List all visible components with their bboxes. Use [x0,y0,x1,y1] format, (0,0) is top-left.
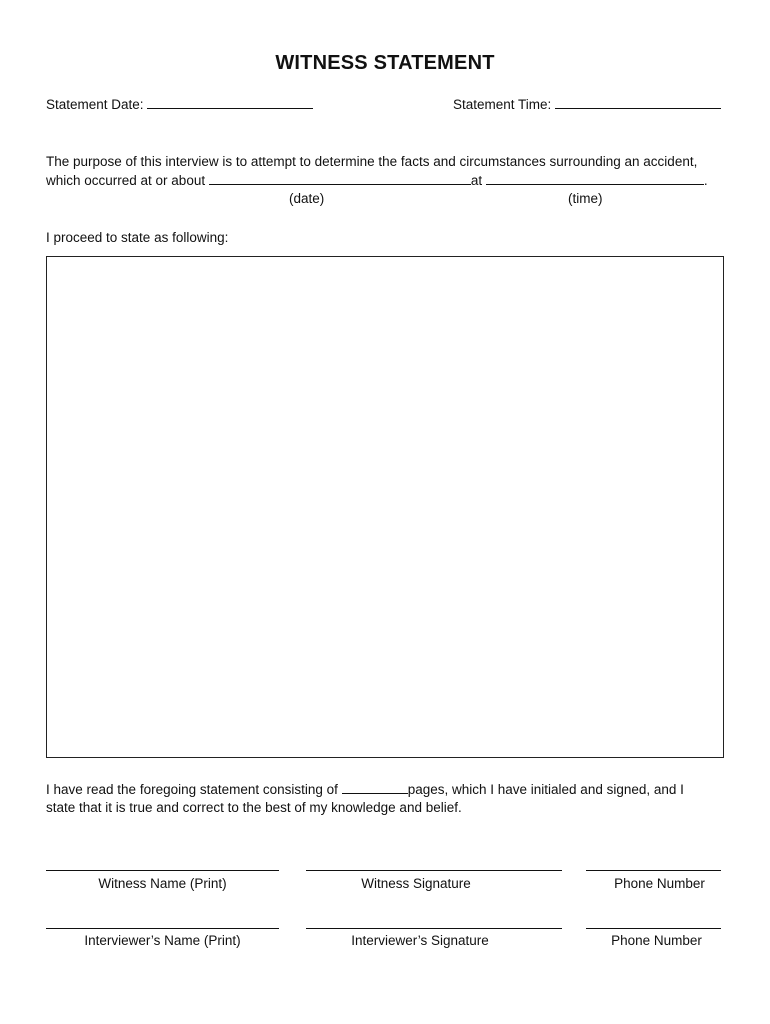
interviewer-name-label: Interviewer’s Name (Print) [84,933,241,948]
interviewer-signature-label: Interviewer’s Signature [351,933,489,948]
interviewer-signature-line[interactable] [306,928,562,929]
statement-text-area[interactable] [46,256,724,758]
interviewer-name-line[interactable] [46,928,279,929]
statement-date-label: Statement Date: [46,97,144,112]
witness-signature-label: Witness Signature [361,876,471,891]
intro-line-end: . [703,173,708,188]
statement-date-field[interactable] [147,96,313,109]
accident-time-field[interactable] [486,172,704,185]
intro-at-label: at [470,173,483,188]
witness-signature-line[interactable] [306,870,562,871]
date-caption: (date) [289,191,325,206]
interviewer-phone-line[interactable] [586,928,721,929]
proceed-label: I proceed to state as following: [46,230,229,245]
witness-name-label: Witness Name (Print) [98,876,227,891]
declaration-line-2: state that it is true and correct to the best of my knowledge and belief. [46,800,462,815]
declaration-suffix: pages, which I have initialed and signed, and I [407,782,684,797]
witness-phone-label: Phone Number [614,876,705,891]
statement-time-label: Statement Time: [453,97,552,112]
statement-time-field[interactable] [555,96,721,109]
declaration-line-1 [46,781,684,799]
accident-date-field[interactable] [209,172,471,185]
intro-line-2-prefix: which occurred at or about [46,173,206,188]
intro-line-2 [46,172,708,190]
witness-phone-line[interactable] [586,870,721,871]
intro-line-1: The purpose of this interview is to attempt to determine the facts and circumstances surrounding an accident, [46,154,698,169]
interviewer-phone-label: Phone Number [611,933,702,948]
witness-name-line[interactable] [46,870,279,871]
document-title: WITNESS STATEMENT [275,52,495,74]
statement-date-row [46,96,313,114]
statement-time-row [453,96,721,114]
page-count-field[interactable] [342,781,408,794]
declaration-prefix: I have read the foregoing statement consisting of [46,782,338,797]
time-caption: (time) [568,191,603,206]
